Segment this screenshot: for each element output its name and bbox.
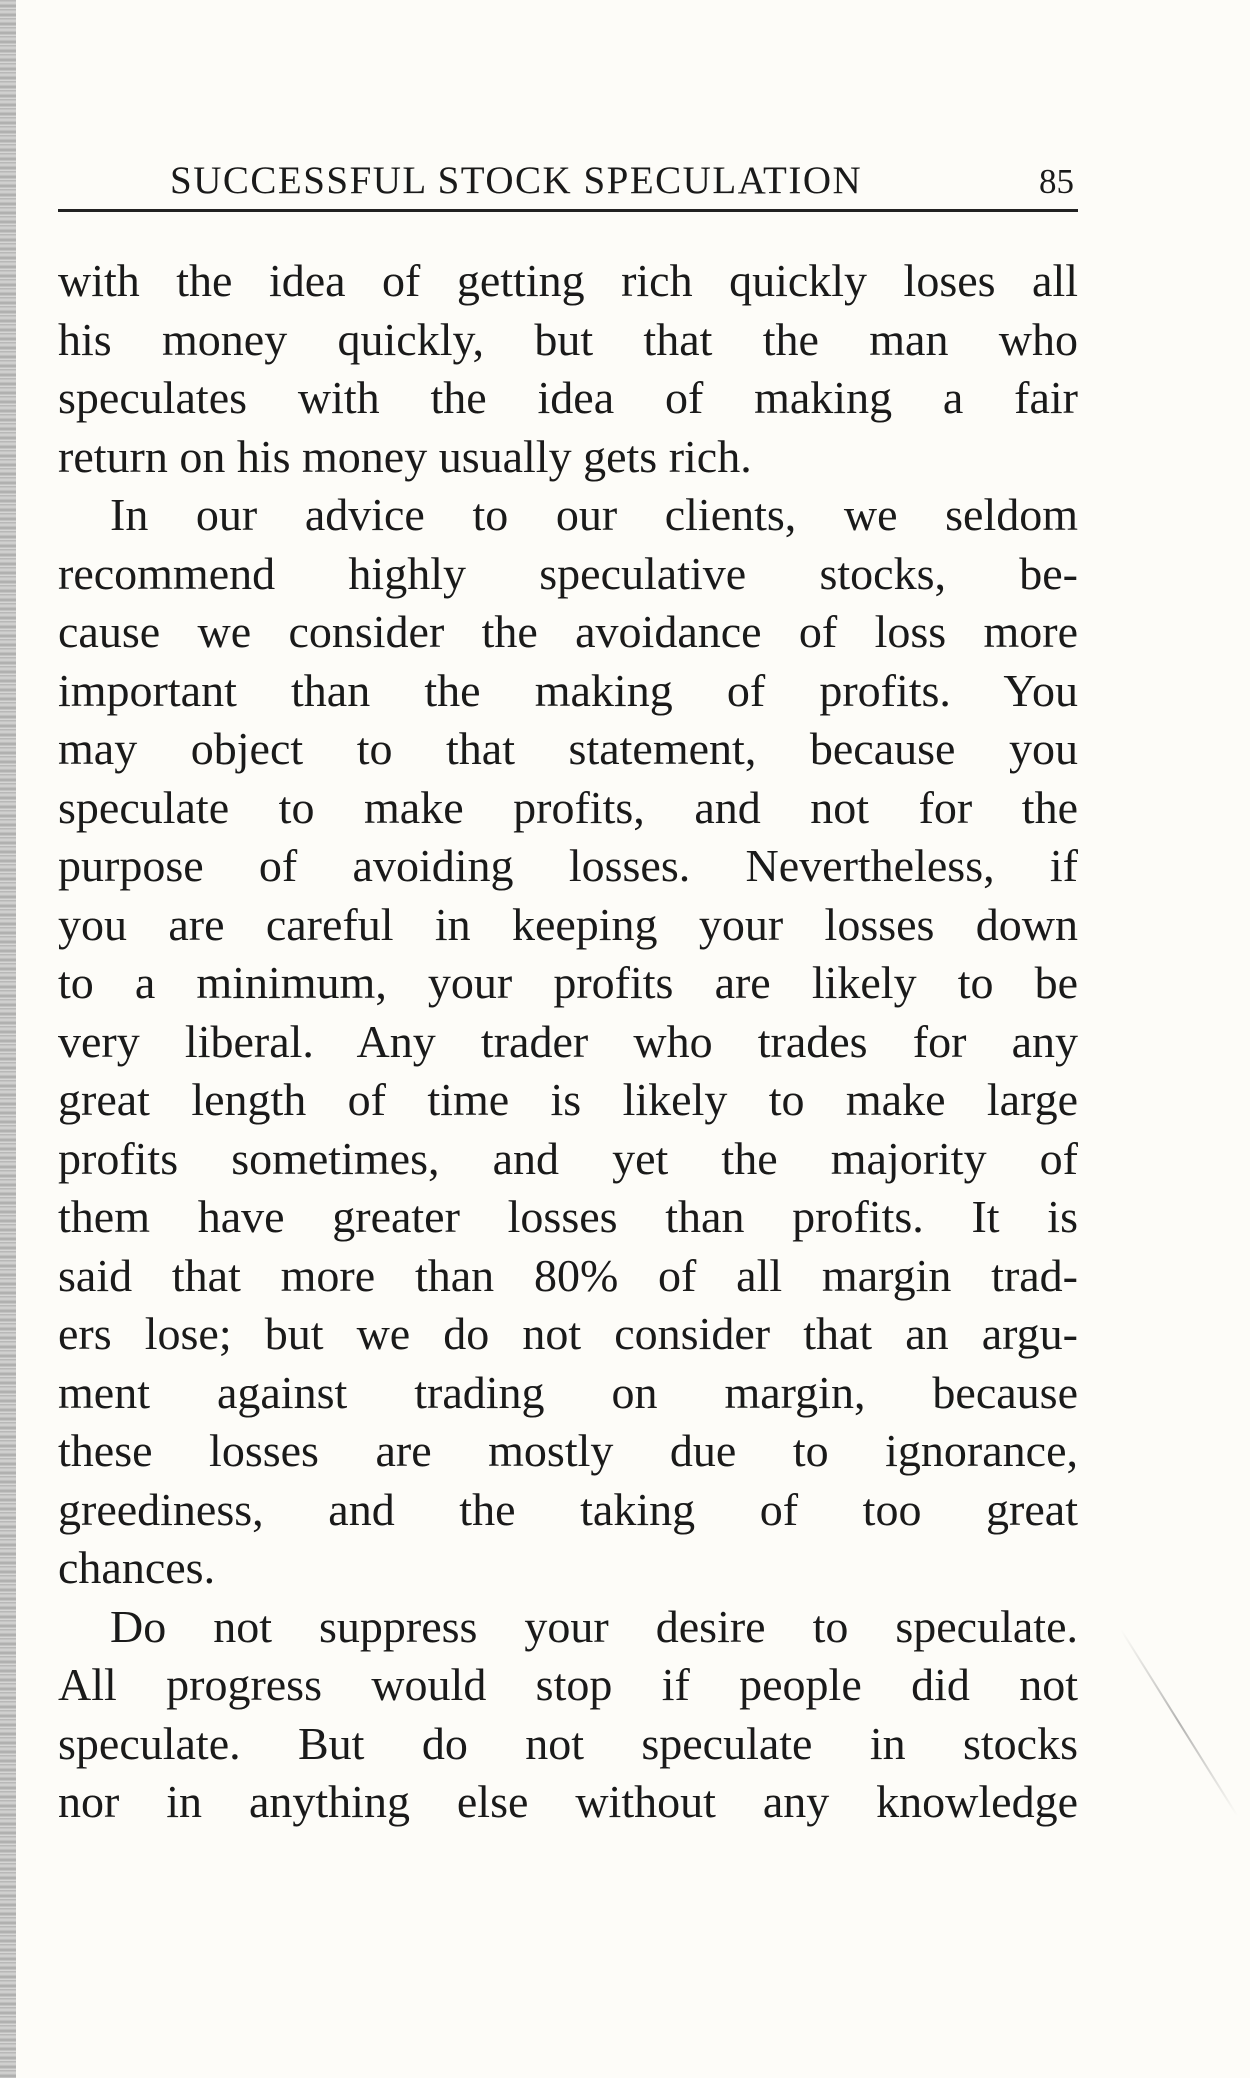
body-text (58, 252, 1078, 1832)
text-line: ers lose; but we do not consider that an argu- (58, 1308, 1078, 1359)
text-line: profits sometimes, and yet the majority of (58, 1132, 1078, 1184)
text-line: to a minimum, your profits are likely to be (58, 957, 1078, 1008)
text-line: chances. (58, 1542, 216, 1593)
text-line: speculate. But do not speculate in stocks (58, 1717, 1078, 1769)
text-line: return on his money usually gets rich. (58, 430, 752, 482)
text-line: great length of time is likely to make large (58, 1074, 1078, 1125)
text-line: nor in anything else without any knowledge (58, 1776, 1078, 1827)
text-line: them have greater losses than profits. It is (58, 1191, 1078, 1242)
paragraph-3 (58, 1598, 1078, 1832)
text-line: important than the making of profits. You (58, 664, 1078, 716)
text-line: his money quickly, but that the man who (58, 313, 1078, 365)
text-line: In our advice to our clients, we seldom (110, 489, 1078, 540)
text-line: these losses are mostly due to ignorance, (58, 1425, 1078, 1476)
page-number: 85 (1039, 162, 1074, 201)
text-line: recommend highly speculative stocks, be- (58, 547, 1078, 599)
running-head (58, 158, 1078, 212)
binding-edge (0, 0, 16, 2078)
text-line: with the idea of getting rich quickly loses all (58, 255, 1078, 306)
text-line: Do not suppress your desire to speculate. (110, 1600, 1078, 1652)
text-line: you are careful in keeping your losses down (58, 898, 1078, 950)
running-head-title: SUCCESSFUL STOCK SPECULATION (170, 159, 863, 202)
stray-pencil-mark (1120, 1629, 1238, 1817)
text-line: very liberal. Any trader who trades for any (58, 1015, 1078, 1067)
text-line: cause we consider the avoidance of loss more (58, 606, 1078, 657)
text-line: speculates with the idea of making a fair (58, 372, 1078, 423)
text-line: All progress would stop if people did not (58, 1659, 1078, 1710)
text-line: greediness, and the taking of too great (58, 1483, 1078, 1535)
book-page (58, 158, 1078, 1832)
paragraph-2 (58, 486, 1078, 1598)
text-line: speculate to make profits, and not for the (58, 781, 1078, 833)
text-line: ment against trading on margin, because (58, 1366, 1078, 1418)
text-line: said that more than 80% of all margin trad- (58, 1249, 1078, 1301)
text-line: may object to that statement, because you (58, 723, 1078, 774)
paragraph-1 (58, 252, 1078, 486)
text-line: purpose of avoiding losses. Nevertheless, if (58, 840, 1078, 891)
